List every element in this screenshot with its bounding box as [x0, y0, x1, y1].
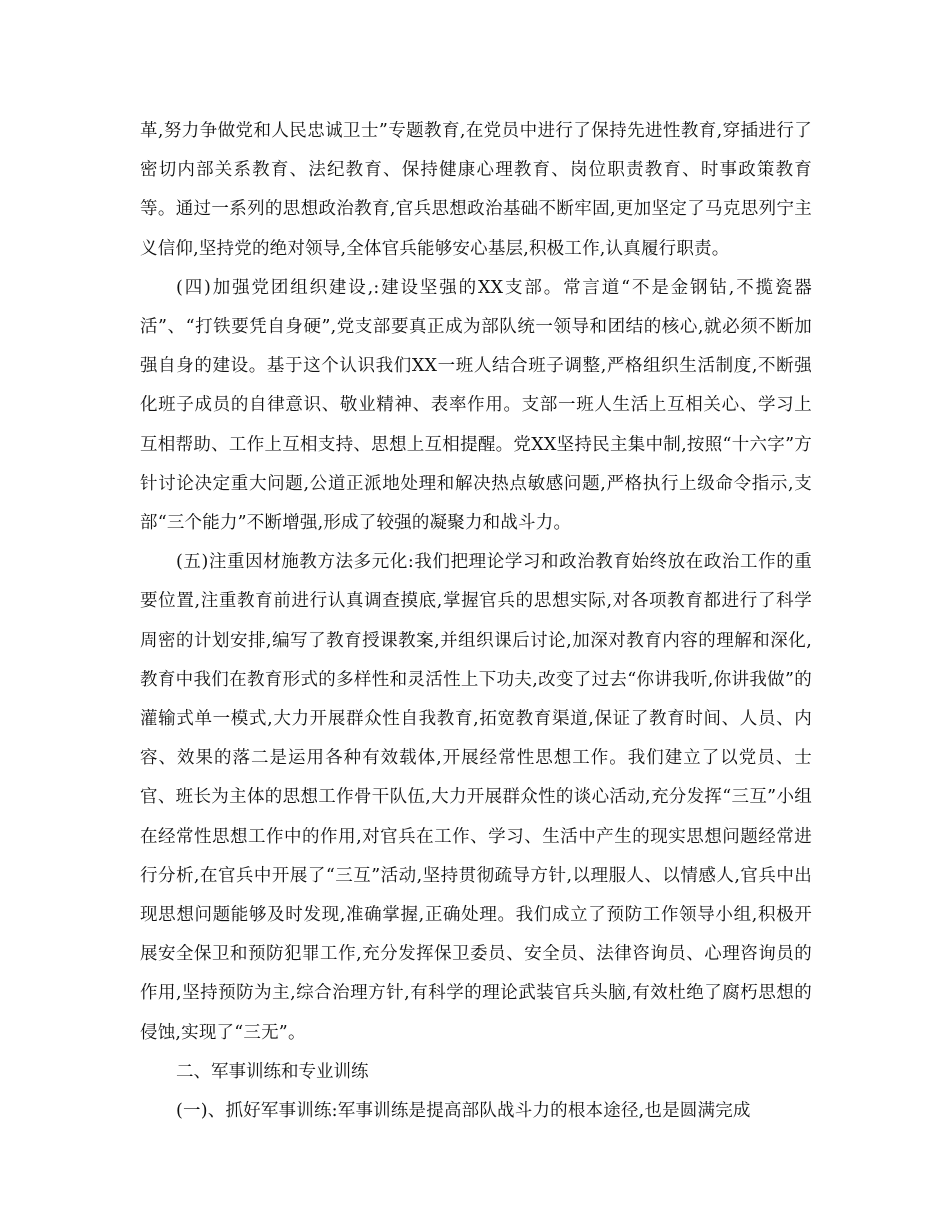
paragraph-military-training: (一)、抓好军事训练:军事训练是提高部队战斗力的根本途径,也是圆满完成 — [176, 1101, 751, 1122]
paragraph-teaching-methods: (五)注重因材施教方法多元化:我们把理论学习和政治教育始终放在政治工作的重要位置,注重教育前进行认真调查摸底,掌握官兵的思想实际,对各项教育都进行了科学周密的计划安排,编写了教育授课教案,并组织课后讨论,加深对教育内容的理解和深化,教育中我们在教育形式的多样性和灵活性上下功夫,改变了过去“你讲我听,你讲我做”的灌输式单一模式,大力开展群众性自我教育,拓宽教育渠道,保证了教育时间、人员、内容、效果的落二是运用各种有效载体,开展经常性思想工作。我们建立了以党员、士官、班长为主体的思想工作骨干队伍,大力开展群众性的谈心活动,充分发挥“三互”小组在经常性思想工作中的作用,对官兵在工作、学习、生活中产生的现实思想问题经常进行分析,在官兵中开展了“三互”活动,坚持贯彻疏导方针,以理服人、以情感人,官兵中出现思想问题能够及时发现,准确掌握,正确处理。我们成立了预防工作领导小组,积极开展安全保卫和预防犯罪工作,充分发挥保卫委员、安全员、法律咨询员、心理咨询员的作用,坚持预防为主,综合治理方针,有科学的理论武装官兵头脑,有效杜绝了腐朽思想的侵蚀,实现了“三无”。 — [140, 552, 812, 1043]
paragraph-political-education: 革,努力争做党和人民忠诚卫士”专题教育,在党员中进行了保持先进性教育,穿插进行了密切内部关系教育、法纪教育、保持健康心理教育、岗位职责教育、时事政策教育等。通过一系列的思想政治教育,官兵思想政治基础不断牢固,更加坚定了马克思列宁主义信仰,坚持党的绝对领导,全体官兵能够安心基层,积极工作,认真履行职责。 — [140, 121, 812, 259]
paragraph-party-organization: (四)加强党团组织建设,:建设坚强的XX支部。常言道“不是金钢钻,不揽瓷器活”、“打铁要凭自身硬”,党支部要真正成为部队统一领导和团结的核心,就必须不断加强自身的建设。基于这个认识我们XX一班人结合班子调整,严格组织生活制度,不断强化班子成员的自律意识、敬业精神、表率作用。支部一班人生活上互相关心、学习上互相帮助、工作上互相支持、思想上互相提醒。党XX坚持民主集中制,按照“十六字”方针讨论决定重大问题,公道正派地处理和解决热点敏感问题,严格执行上级命令指示,支部“三个能力”不断增强,形成了较强的凝聚力和战斗力。 — [140, 277, 812, 534]
document-body — [140, 112, 812, 1131]
section-heading-military-training: 二、军事训练和专业训练 — [176, 1061, 369, 1082]
